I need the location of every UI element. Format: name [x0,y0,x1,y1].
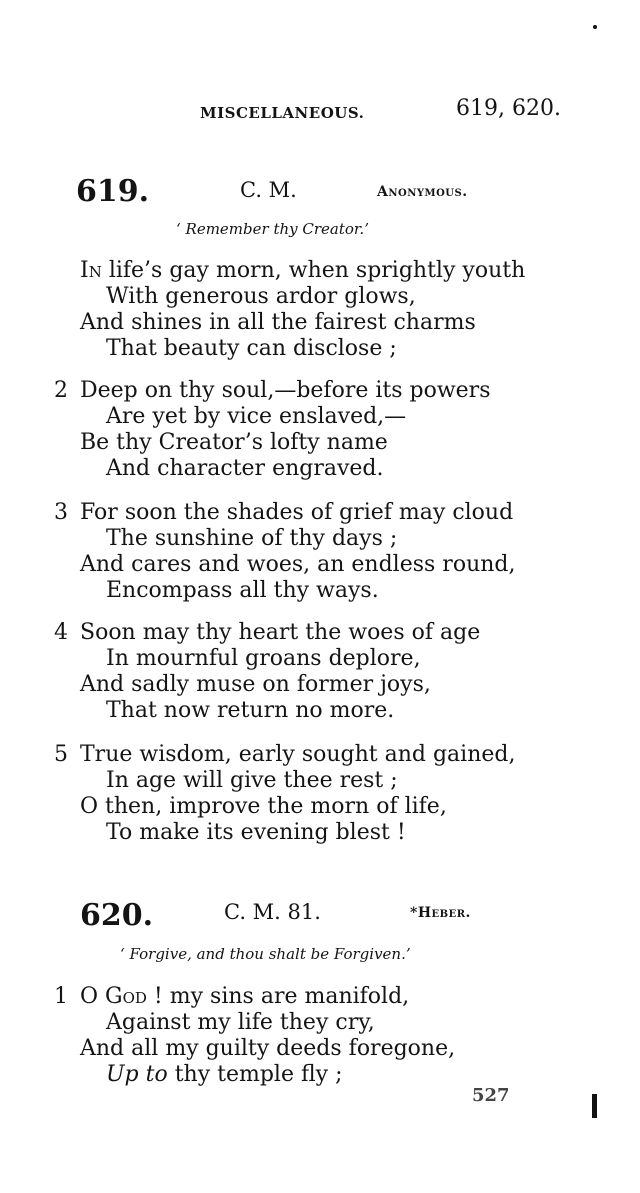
hymn-subtitle: ‘ Remember thy Creator.’ [176,220,369,238]
stanza-1-line-4: Up to thy temple fly ; [106,1062,343,1087]
hymn-number: 619. [76,174,150,209]
stanza-4-line-3: And sadly muse on former joys, [80,672,431,697]
stanza-4-line-1: Soon may thy heart the woes of age [80,620,481,645]
margin-mark [592,1094,597,1118]
speck-mark [593,25,597,29]
stanza-1-line-3: And all my guilty deeds foregone, [80,1036,456,1061]
hymn-meter: C. M. 81. [224,900,321,924]
stanza-1-line-2: Against my life they cry, [106,1010,375,1035]
hymn-meter: C. M. [240,178,297,202]
stanza-5-line-2: In age will give thee rest ; [106,768,398,793]
stanza-4-line-4: That now return no more. [106,698,395,723]
hymn-author: *Heber. [410,905,471,921]
page-folio: 527 [472,1085,510,1106]
stanza-2-line-2: Are yet by vice enslaved,— [106,404,407,429]
stanza-number: 4 [54,620,68,645]
stanza-3-line-4: Encompass all thy ways. [106,578,379,603]
stanza-1-line-4: That beauty can disclose ; [106,336,397,361]
stanza-2-line-1: Deep on thy soul,—before its powers [80,378,491,403]
stanza-number: 2 [54,378,68,403]
stanza-3-line-3: And cares and woes, an endless round, [80,552,516,577]
stanza-number: 1 [54,984,68,1009]
page-range: 619, 620. [456,96,561,121]
stanza-5-line-1: True wisdom, early sought and gained, [80,742,516,767]
stanza-1-line-3: And shines in all the fairest charms [80,310,476,335]
stanza-1-line-1: O God ! my sins are manifold, [80,984,410,1009]
stanza-number: 5 [54,742,68,767]
stanza-1-line-2: With generous ardor glows, [106,284,416,309]
stanza-3-line-2: The sunshine of thy days ; [106,526,398,551]
stanza-4-line-2: In mournful groans deplore, [106,646,421,671]
stanza-2-line-3: Be thy Creator’s lofty name [80,430,388,455]
stanza-5-line-4: To make its evening blest ! [106,820,406,845]
running-title: MISCELLANEOUS. [200,104,365,122]
hymn-author: Anonymous. [377,184,468,200]
hymn-number: 620. [80,898,154,933]
stanza-1-line-1: In life’s gay morn, when sprightly youth [80,258,526,283]
stanza-2-line-4: And character engraved. [106,456,384,481]
stanza-3-line-1: For soon the shades of grief may cloud [80,500,514,525]
stanza-5-line-3: O then, improve the morn of life, [80,794,447,819]
hymn-subtitle: ‘ Forgive, and thou shalt be Forgiven.’ [120,945,411,963]
stanza-number: 3 [54,500,68,525]
